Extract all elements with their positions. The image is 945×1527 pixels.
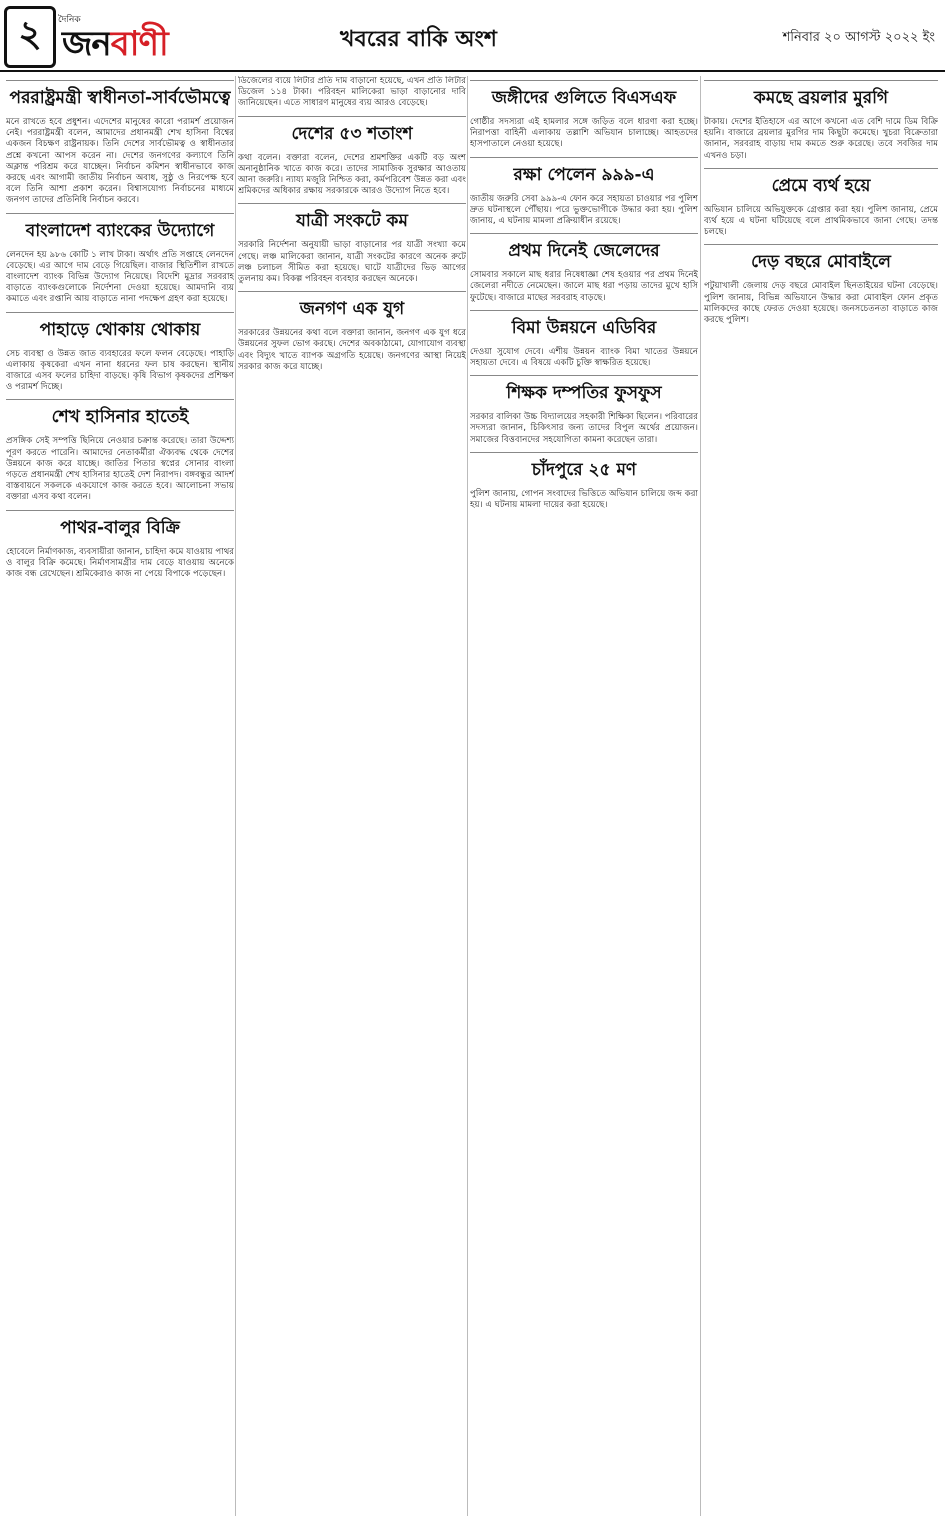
- article-body: টাকায়। দেশের ইতিহাসে এর আগে কখনো এত বেশি দামে ডিম বিক্রি হয়নি। বাজারে ব্রয়লার মুরগির দাম কিছুটা কমেছে। খুচরা বিক্রেতারা জানান, সরবরাহ বাড়ায় দাম কমতে শুরু করেছে। তবে সবজির দাম এখনও চড়া।: [704, 117, 938, 161]
- article-headline: বিমা উন্নয়নে এডিবির: [470, 310, 698, 343]
- article: [704, 80, 938, 162]
- article: [470, 452, 698, 511]
- article: [704, 244, 938, 326]
- article-headline: জঙ্গীদের গুলিতে বিএসএফ: [470, 80, 698, 113]
- article: [6, 510, 234, 581]
- article-body: সোমবার সকালে মাছ ধরার নিষেধাজ্ঞা শেষ হওয়ার পর প্রথম দিনেই জেলেরা নদীতে নেমেছেন। জালে মাছ ধরা পড়ায় তাদের মুখে হাসি ফুটেছে। বাজারে মাছের সরবরাহ বাড়ছে।: [470, 270, 698, 303]
- column-divider: [700, 76, 701, 1516]
- article-body: সরকার বালিকা উচ্চ বিদ্যালয়ের সহকারী শিক্ষিকা ছিলেন। পরিবারের সদস্যরা জানান, চিকিৎসার জন্য তাদের বিপুল অর্থের প্রয়োজন। সমাজের বিত্তবানদের সহযোগিতা কামনা করেছেন তারা।: [470, 412, 698, 445]
- brand-prefix: দৈনিক: [58, 15, 81, 25]
- article-body: পুলিশ জানায়, গোপন সংবাদের ভিত্তিতে অভিযান চালিয়ে জব্দ করা হয়। এ ঘটনায় মামলা দায়ের করা হয়েছে।: [470, 488, 698, 511]
- column-3: [470, 76, 698, 1516]
- article: [470, 233, 698, 304]
- article-headline: প্রথম দিনেই জেলেদের: [470, 233, 698, 266]
- column-divider: [235, 76, 236, 1516]
- page-number: ২: [4, 6, 56, 68]
- article: [238, 76, 466, 110]
- article: [704, 168, 938, 239]
- article-body: লেনদেন হয় ৯৮৬ কোটি ১ লাখ টাকা। অর্থাৎ প্রতি সপ্তাহে লেনদেন বেড়েছে। এর আগে দাম বেড়ে গিয়েছিল। বাজার স্থিতিশীল রাখতে বাংলাদেশ ব্যাংক বিভিন্ন উদ্যোগ নিয়েছে। বিদেশি মুদ্রার সরবরাহ বাড়াতে ব্যাংকগুলোকে নির্দেশনা দেওয়া হয়েছে। আমদানি ব্যয় কমাতে এবং রপ্তানি আয় বাড়াতে নানা পদক্ষেপ গ্রহণ করা হয়েছে।: [6, 249, 234, 305]
- article-headline: বাংলাদেশ ব্যাংকের উদ্যোগে: [6, 213, 234, 246]
- article-body: পটুয়াখালী জেলায় দেড় বছরে মোবাইল ছিনতাইয়ের ঘটনা বেড়েছে। পুলিশ জানায়, বিভিন্ন অভিযানে উদ্ধার করা মোবাইল ফোন প্রকৃত মালিকদের কাছে ফেরত দেওয়া হয়েছে। জনসচেতনতা বাড়াতে কাজ করছে পুলিশ।: [704, 281, 938, 326]
- article-headline: যাত্রী সংকটে কম: [238, 203, 466, 236]
- article-headline: শেখ হাসিনার হাতেই: [6, 399, 234, 432]
- section-title: খবরের বাকি অংশ: [340, 27, 497, 52]
- issue-date: শনিবার ২০ আগস্ট ২০২২ ইং: [782, 30, 935, 45]
- article: [238, 203, 466, 285]
- article-headline: প্রেমে ব্যর্থ হয়ে: [704, 168, 938, 201]
- article-headline: পাথর-বালুর বিক্রি: [6, 510, 234, 543]
- article: [6, 80, 234, 207]
- newspaper-logo: [62, 18, 168, 75]
- article-body: অভিযান চালিয়ে অভিযুক্তকে গ্রেপ্তার করা হয়। পুলিশ জানায়, প্রেমে ব্যর্থ হয়ে এ ঘটনা ঘটিয়েছে বলে প্রাথমিকভাবে জানা গেছে। তদন্ত চলছে।: [704, 204, 938, 238]
- article-body: গোষ্ঠীর সদস্যরা এই হামলার সঙ্গে জড়িত বলে ধারণা করা হচ্ছে। নিরাপত্তা বাহিনী এলাকায় তল্লাশি অভিযান চালাচ্ছে। আহতদের হাসপাতালে নেওয়া হয়েছে।: [470, 117, 698, 150]
- article: [470, 310, 698, 369]
- column-divider: [467, 76, 468, 1516]
- article-body: জাতীয় জরুরি সেবা ৯৯৯-এ ফোন করে সহায়তা চাওয়ার পর পুলিশ দ্রুত ঘটনাস্থলে পৌঁছায়। পরে ভুক্তভোগীকে উদ্ধার করা হয়। পুলিশ জানায়, এ ঘটনায় মামলা প্রক্রিয়াধীন রয়েছে।: [470, 193, 698, 227]
- brand-first: জন: [62, 24, 111, 64]
- article-body: হোবেলে নির্মাণকাজ, ব্যবসায়ীরা জানান, চাহিদা কমে যাওয়ায় পাথর ও বালুর বিক্রি কমেছে। নির্মাণসামগ্রীর দাম বেড়ে যাওয়ায় অনেকে কাজ বন্ধ রেখেছেন। শ্রমিকেরাও কাজ না পেয়ে বিপাকে পড়েছেন।: [6, 546, 234, 580]
- article: [470, 157, 698, 228]
- article-body: দেওয়া সুযোগ দেবে। এশীয় উন্নয়ন ব্যাংক বিমা খাতের উন্নয়নে সহায়তা দেবে। এ বিষয়ে একটি চুক্তি স্বাক্ষরিত হয়েছে।: [470, 346, 698, 369]
- article-headline: দেশের ৫৩ শতাংশ: [238, 116, 466, 149]
- column-1: [6, 76, 234, 1516]
- article-headline: চাঁদপুরে ২৫ মণ: [470, 452, 698, 485]
- article-headline: কমছে ব্রয়লার মুরগি: [704, 80, 938, 113]
- article-headline: দেড় বছরে মোবাইলে: [704, 244, 938, 277]
- article: [238, 116, 466, 198]
- masthead: [0, 0, 945, 72]
- article-headline: পাহাড়ে থোকায় থোকায়: [6, 312, 234, 345]
- article: [6, 213, 234, 306]
- article-headline: পররাষ্ট্রমন্ত্রী স্বাধীনতা-সার্বভৌমত্বে: [6, 80, 234, 113]
- article: [6, 312, 234, 394]
- article-headline: শিক্ষক দম্পতির ফুসফুস: [470, 375, 698, 408]
- article-headline: জনগণ এক যুগ: [238, 291, 466, 324]
- article-body: সরকারি নির্দেশনা অনুযায়ী ভাড়া বাড়ানোর পর যাত্রী সংখ্যা কমে গেছে। লঞ্চ মালিকেরা জানান, যাত্রী সংকটের কারণে অনেক রুটে লঞ্চ চলাচল সীমিত করা হয়েছে। ঘাটে যাত্রীদের ভিড় আগের তুলনায় কম। বিকল্প পরিবহন ব্যবহার করছেন অনেকে।: [238, 240, 466, 285]
- article-body: কথা বলেন। বক্তারা বলেন, দেশের শ্রমশক্তির একটি বড় অংশ অনানুষ্ঠানিক খাতে কাজ করে। তাদের সামাজিক সুরক্ষার আওতায় আনা জরুরি। ন্যায্য মজুরি নিশ্চিত করা, কর্মপরিবেশ উন্নত করা এবং শ্রমিকদের অধিকার রক্ষায় সরকারকে আরও উদ্যোগ নিতে হবে।: [238, 152, 466, 197]
- article: [238, 291, 466, 373]
- column-4: [704, 76, 938, 1516]
- article: [470, 80, 698, 151]
- article-body: সেচ ব্যবস্থা ও উন্নত জাত ব্যবহারের ফলে ফলন বেড়েছে। পাহাড়ি এলাকায় কৃষকেরা এখন নানা ধরনের ফল চাষ করছেন। স্থানীয় বাজারে এসব ফলের চাহিদা বাড়ছে। কৃষি বিভাগ কৃষকদের প্রশিক্ষণ ও পরামর্শ দিচ্ছে।: [6, 348, 234, 393]
- article: [6, 399, 234, 503]
- column-2: [238, 76, 466, 1516]
- brand-second: বাণী: [110, 24, 168, 64]
- article-body: সরকারের উন্নয়নের কথা বলে বক্তারা জানান, জনগণ এক যুগ ধরে উন্নয়নের সুফল ভোগ করছে। দেশের অবকাঠামো, যোগাযোগ ব্যবস্থা এবং বিদ্যুৎ খাতে ব্যাপক অগ্রগতি হয়েছে। জনগণের আস্থা নিয়েই সরকার কাজ করে যাচ্ছে।: [238, 328, 466, 372]
- article-body: ডিজেলের ব্যয়ে লিটার প্রতি দাম বাড়ানো হয়েছে, এখন প্রতি লিটার ডিজেল ১১৪ টাকা। পরিবহন মালিকেরা ভাড়া বাড়ানোর দাবি জানিয়েছেন। এতে সাধারণ মানুষের ব্যয় আরও বেড়েছে।: [238, 76, 466, 109]
- article-body: প্রসঙ্গিক সেই সম্পত্তি ছিনিয়ে নেওয়ার চক্রান্ত করেছে। তারা উদ্দেশ্য পূরণ করতে পারেনি। আমাদের নেতাকর্মীরা ঐক্যবদ্ধ থেকে দেশের উন্নয়নে কাজ করে যাচ্ছে। জাতির পিতার স্বপ্নের সোনার বাংলা গড়তে প্রধানমন্ত্রী শেখ হাসিনার হাতেই দেশ নিরাপদ। বঙ্গবন্ধুর আদর্শ বাস্তবায়নে সকলকে একযোগে কাজ করতে হবে। আলোচনা সভায় বক্তারা এসব কথা বলেন।: [6, 436, 234, 503]
- article-body: মনে রাখতে হবে প্রধুশন। এদেশের মানুষের কারো পরামর্শ প্রয়োজন নেই। পররাষ্ট্রমন্ত্রী বলেন, আমাদের প্রধানমন্ত্রী শেখ হাসিনা বিশ্বের একজন বিচক্ষণ রাষ্ট্রনায়ক। তিনি দেশের সার্বভৌমত্ব ও স্বাধীনতার প্রশ্নে কখনো আপস করেন না। দেশের জনগণের কল্যাণে তিনি অক্লান্ত পরিশ্রম করে যাচ্ছেন। নির্বাচন কমিশন স্বাধীনভাবে কাজ করছে এবং আগামী জাতীয় নির্বাচন অবাধ, সুষ্ঠু ও নিরপেক্ষ হবে বলে তিনি আশা প্রকাশ করেন। বিশ্বাসযোগ্য নির্বাচনের মাধ্যমে জনগণ তাদের প্রতিনিধি নির্বাচন করবে।: [6, 117, 234, 206]
- article: [470, 375, 698, 446]
- article-headline: রক্ষা পেলেন ৯৯৯-এ: [470, 157, 698, 190]
